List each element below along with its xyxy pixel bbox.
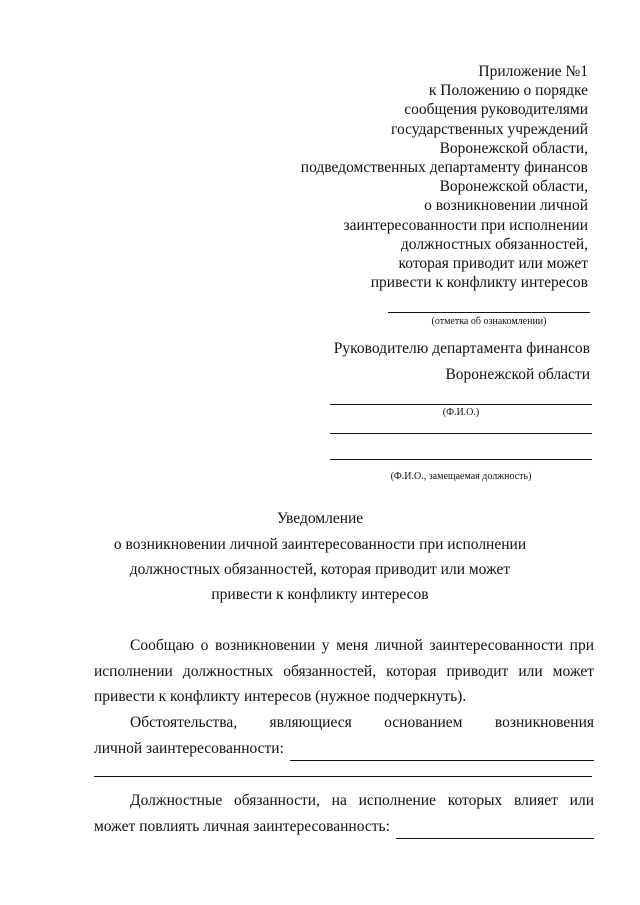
appendix-line: Приложение №1: [478, 63, 588, 80]
appendix-line: государственных учреждений: [391, 120, 588, 138]
circumstances-input-line[interactable]: [290, 743, 594, 761]
paragraph-line: Обстоятельства, являющиеся основанием возникновения: [130, 714, 594, 731]
sender-position-caption: (Ф.И.О., замещаемая должность): [390, 471, 532, 482]
notice-subtitle: привести к конфликту интересов: [211, 586, 429, 603]
notice-title: Уведомление: [276, 510, 364, 527]
appendix-line: должностных обязанностей,: [400, 235, 588, 253]
sender-blank-line: [330, 433, 592, 434]
appendix-header: [248, 62, 588, 292]
paragraph-line: Сообщаю о возникновении у меня личной заинтересованности при: [130, 637, 594, 654]
circumstances-label: личной заинтересованности:: [94, 739, 284, 757]
paragraph-line: Должностные обязанности, на исполнение которых влияет или: [130, 792, 594, 809]
appendix-line: привести к конфликту интересов: [370, 274, 588, 292]
sender-fio-line: [330, 404, 592, 405]
paragraph-interest-statement: [94, 633, 594, 710]
appendix-line: Воронежской области,: [439, 139, 588, 157]
duties-label: может повлиять личная заинтересованность:: [94, 817, 390, 835]
notice-subtitle: о возникновении личной заинтересованности при исполнении: [113, 536, 527, 553]
paragraph-line: исполнении должностных обязанностей, которая приводит или может: [94, 662, 594, 680]
addressee-title: Руководителю департамента финансов: [333, 340, 590, 357]
paragraph-duties: [94, 788, 594, 839]
appendix-line: подведомственных департаменту финансов: [300, 159, 588, 177]
sender-position-line: [330, 459, 592, 460]
acknowledgment-caption: (отметка об ознакомлении): [431, 316, 547, 327]
appendix-line: заинтересованности при исполнении: [343, 216, 588, 234]
paragraph-line: привести к конфликту интересов (нужное подчеркнуть).: [94, 688, 467, 705]
circumstances-continuation-line[interactable]: [94, 776, 592, 777]
appendix-line: о возникновении личной: [424, 197, 588, 215]
duties-fill-row: [94, 814, 594, 840]
paragraph-circumstances: [94, 710, 594, 761]
appendix-line: к Положению о порядке: [428, 82, 588, 100]
acknowledgment-signature-line: [388, 312, 590, 313]
appendix-line: сообщения руководителями: [404, 101, 588, 119]
addressee-region: Воронежской области: [445, 366, 590, 383]
circumstances-fill-row: [94, 736, 594, 762]
duties-input-line[interactable]: [396, 821, 594, 839]
sender-fio-caption: (Ф.И.О.): [442, 407, 480, 418]
appendix-line: Воронежской области,: [439, 178, 588, 196]
appendix-line: которая приводит или может: [398, 255, 588, 273]
notice-subtitle: должностных обязанностей, которая приводит или может: [129, 561, 511, 578]
